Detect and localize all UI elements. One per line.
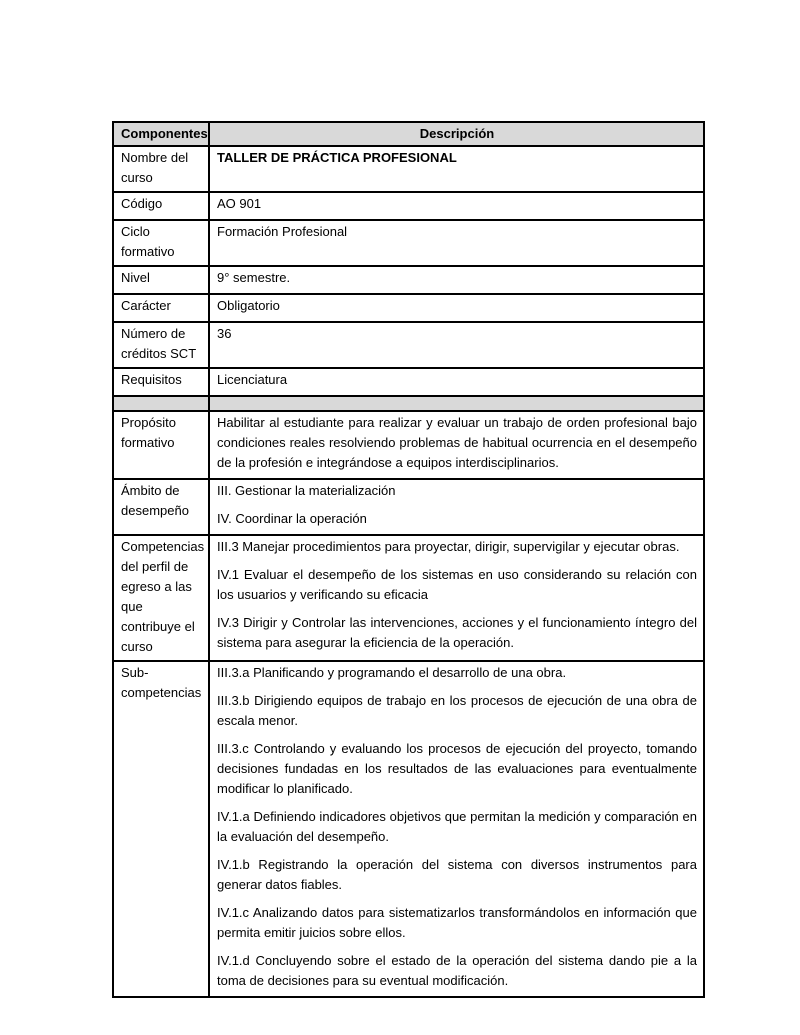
row-value: [209, 322, 704, 368]
subcompetencia-item: III.3.b Dirigiendo equipos de trabajo en los procesos de ejecución de una obra de escala menor.: [217, 693, 697, 728]
row-label: Ámbito de desempeño: [113, 479, 209, 535]
table-row-caracter: [113, 294, 704, 322]
row-value: [209, 411, 704, 479]
row-label: Propósito formativo: [113, 411, 209, 479]
row-value: [209, 146, 704, 192]
competencia-item: IV.3 Dirigir y Controlar las intervenciones, acciones y el funcionamiento íntegro del sistema para asegurar la eficiencia de la operación.: [217, 615, 697, 650]
table-row-nivel: [113, 266, 704, 294]
header-cell-componentes: Componentes: [113, 122, 209, 146]
table-row-subcompetencias: [113, 661, 704, 997]
row-label: Número de créditos SCT: [113, 322, 209, 368]
row-value: [209, 479, 704, 535]
row-label: Carácter: [113, 294, 209, 322]
row-label: Nivel: [113, 266, 209, 294]
competencia-item: III.3 Manejar procedimientos para proyectar, dirigir, supervigilar y ejecutar obras.: [217, 539, 680, 554]
separator-row: [113, 396, 704, 411]
creditos-value: 36: [217, 326, 232, 341]
table-row-creditos-sct: [113, 322, 704, 368]
nivel-value: 9° semestre.: [217, 270, 291, 285]
subcompetencia-item: III.3.a Planificando y programando el desarrollo de una obra.: [217, 665, 567, 680]
row-label: Código: [113, 192, 209, 220]
table-header-row: [113, 122, 704, 146]
row-value: [209, 220, 704, 266]
subcompetencia-item: IV.1.a Definiendo indicadores objetivos que permitan la medición y comparación en la evaluación del desempeño.: [217, 809, 697, 844]
row-label: Nombre del curso: [113, 146, 209, 192]
ambito-item: III. Gestionar la materialización: [217, 483, 396, 498]
caracter-value: Obligatorio: [217, 298, 280, 313]
table-row-ambito-desempeno: [113, 479, 704, 535]
row-value: [209, 535, 704, 661]
subcompetencia-item: III.3.c Controlando y evaluando los procesos de ejecución del proyecto, tomando decisiones fundadas en los resultados de las evaluaciones para eventualmente modificar lo planificado.: [217, 741, 697, 796]
row-value: [209, 192, 704, 220]
row-value: [209, 266, 704, 294]
subcompetencia-item: IV.1.d Concluyendo sobre el estado de la operación del sistema dando pie a la toma de decisiones para su eventual modificación.: [217, 953, 697, 988]
row-label: Ciclo formativo: [113, 220, 209, 266]
table-row-codigo: [113, 192, 704, 220]
table-row-requisitos: [113, 368, 704, 396]
row-value: [209, 661, 704, 997]
subcompetencia-item: IV.1.b Registrando la operación del sistema con diversos instrumentos para generar datos fiables.: [217, 857, 697, 892]
competencia-item: IV.1 Evaluar el desempeño de los sistemas en uso considerando su relación con los usuarios y verificando su eficacia: [217, 567, 697, 602]
ciclo-value: Formación Profesional: [217, 224, 348, 239]
row-value: [209, 294, 704, 322]
subcompetencia-item: IV.1.c Analizando datos para sistematizarlos transformándolos en información que permita emitir juicios sobre ellos.: [217, 905, 697, 940]
row-label: Sub-competencias: [113, 661, 209, 997]
table-row-proposito-formativo: [113, 411, 704, 479]
table-row-nombre-del-curso: [113, 146, 704, 192]
separator-cell-right: [209, 396, 704, 411]
course-description-table: [112, 121, 705, 998]
separator-cell-left: [113, 396, 209, 411]
table-row-ciclo-formativo: [113, 220, 704, 266]
row-label: Requisitos: [113, 368, 209, 396]
row-value: [209, 368, 704, 396]
row-label: Competencias del perfil de egreso a las que contribuye el curso: [113, 535, 209, 661]
header-cell-descripcion: Descripción: [209, 122, 704, 146]
ambito-item: IV. Coordinar la operación: [217, 511, 367, 526]
table-row-competencias: [113, 535, 704, 661]
course-code: AO 901: [217, 196, 262, 211]
proposito-text: Habilitar al estudiante para realizar y evaluar un trabajo de orden profesional bajo condiciones reales resolviendo problemas de habitual ocurrencia en el desempeño de la profesión e integrándose a equipos interdisciplinarios.: [217, 415, 697, 470]
course-title: TALLER DE PRÁCTICA PROFESIONAL: [217, 150, 457, 165]
requisitos-value: Licenciatura: [217, 372, 288, 387]
